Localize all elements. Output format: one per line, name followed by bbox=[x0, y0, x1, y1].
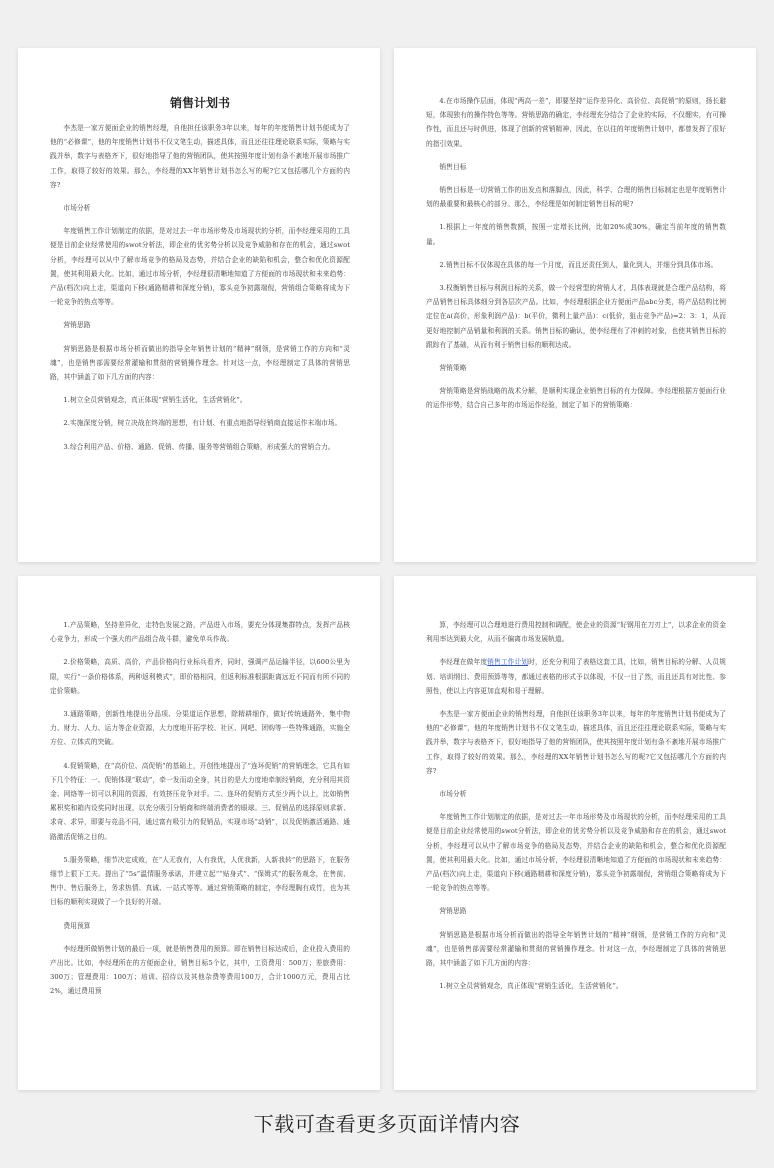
paragraph: 算，李经理可以合理地进行费用控制和调配，使企业的资源“好钢用在刀刃上”，以求企业的资金利用率达到最大化，从而不偏离市场发展轨道。 bbox=[426, 621, 726, 644]
paragraph: 李杰是一家方便面企业的销售经理，自他担任该职务3年以来，每年的年度销售计划书便成为了他的“必修课”，他的年度销售计划书不仅文笔生动，描述具体，而且还往往理论联系实际，策略与实践并举，数字与表格齐下，很好地指导了他的营销团队，使其按照年度计划有条不紊地开展市场推广工作，取得了较好的效果。那么，李经理的XX年销售计划书怎么写的呢?它又包括哪几个方面的内容? bbox=[50, 124, 350, 189]
paragraph: 李杰是一家方便面企业的销售经理，自他担任该职务3年以来，每年的年度销售计划书便成为了他的“必修课”，他的年度销售计划书不仅文笔生动，描述具体，而且还往往理论联系实际，策略与实践并举，数字与表格齐下，很好地指导了他的营销团队，使其按照年度计划有条不紊地开展市场推广工作，取得了较好的效果。那么，李经理的XX年销售计划书怎么写的呢?它又包括哪几个方面的内容? bbox=[426, 710, 726, 775]
list-item: 2.价格策略，高质、高价，产品价格向行业标兵看齐，同时，强调产品运输半径，以600公里为限，实行“一条价格体系，两种返利模式”，即价格相同，但返利标准根据距离远近不同而有所不同的定价策略。 bbox=[50, 658, 350, 695]
download-more-prompt[interactable]: 下载可查看更多页面详情内容 bbox=[253, 1112, 521, 1136]
document-page-4 bbox=[394, 576, 756, 1090]
link-suffix: 时，还充分利用了表格这套工具，比如，销售目标的分解、人员规划、培训纲目、费用预算等等，都通过表格的形式予以体现，不仅一目了然，而且还具有对比性、参照性，使以上内容更加直观和易于理解。 bbox=[426, 658, 726, 695]
document-page-1 bbox=[18, 48, 380, 562]
paragraph: 年度销售工作计划制定的依据，是对过去一年市场形势及市场现状的分析，而李经理采用的工具便是目前企业经常使用的swot分析法，即企业的优劣势分析以及竞争威胁和存在的机会，通过swot分析，李经理可以从中了解市场竞争的格局及态势，并结合企业的缺陷和机会，整合和优化资源配置，使其利用最大化。比如，通过市场分析，李经理很清晰地知道了方便面的市场现状和未来趋势：产品(档次)向上走，渠道向下移(通路精耕和深度分销)，寡头竞争初露端倪，营销组合策略将成为下一轮竞争的热点等等。 bbox=[50, 227, 350, 307]
list-item: 2.销售目标不仅体现在具体的每一个月度，而且还责任到人，量化到人，并细分到具体市场。 bbox=[439, 260, 718, 269]
link-prefix: 李经理在做年度 bbox=[439, 658, 488, 667]
list-item: 1.根据上一年度的销售数额，按照一定增长比例，比如20%或30%，确定当前年度的销售数量。 bbox=[426, 223, 726, 246]
document-page-2 bbox=[394, 48, 756, 562]
list-item: 4.促销策略，在“高价位、高促销”的基础上，开创性地提出了“连环促销”的营销理念，它具有如下几个特征：一、促销体现“联动”，牵一发而动全身，其目的是大力度地牵制经销商，充分利用其资金、网络等一切可以利用的资源，有效挤压竞争对手。二、连环的促销方式至少两个以上，比如销售累积奖和箱内设奖同时出现，以充分吸引分销商和终端消费者的眼球。三、促销品的选择原则求新、求奇、求异，即要与竞品不同，通过富有吸引力的促销品，实现市场“动销”，以及促销激活通路、通路激活促销之目的。 bbox=[50, 761, 350, 841]
list-item: 4.在市场操作层面，体现“两高一差”，即要坚持“运作差异化、高价位、高促销”的原则，扬长避短，体现独有的操作特色等等。营销思路的确定，李经理充分结合了企业的实际，不仅绷实，有可操作性，而且还与时俱进，体现了创新的营销精神，因此，在以往的年度销售计划中，都曾发挥了很好的指引效果。 bbox=[426, 97, 726, 148]
list-item: 1.产品策略，坚持差异化，走特色发展之路，产品进入市场，要充分体现集群特点，发挥产品核心竞争力，形成一个强大的产品组合战斗群，避免单兵作战。 bbox=[50, 621, 350, 644]
paragraph: 营销策略是营销战略的战术分解，是顺利实现企业销售目标的有力保障。李经理根据方便面行业的运作形势，结合自己多年的市场运作经验，制定了如下的营销策略： bbox=[426, 387, 726, 410]
section-heading: 费用预算 bbox=[63, 921, 91, 930]
section-heading: 市场分析 bbox=[63, 204, 91, 213]
list-item: 1.树立全员营销观念，真正体现“营销生活化，生活营销化”。 bbox=[439, 982, 623, 991]
list-item: 2.实施深度分销，树立决战在终端的思想，有计划、有重点地指导经销商直接运作末端市场。 bbox=[63, 419, 342, 428]
paragraph: 年度销售工作计划制定的依据，是对过去一年市场形势及市场现状的分析，而李经理采用的工具便是目前企业经常使用的swot分析法，即企业的优劣势分析以及竞争威胁和存在的机会，通过swot分析，李经理可以从中了解市场竞争的格局及态势，并结合企业的缺陷和机会，整合和优化资源配置，使其利用最大化。比如，通过市场分析，李经理很清晰地知道了方便面的市场现状和未来趋势：产品(档次)向上走，渠道向下移(通路精耕和深度分销)，寡头竞争初露端倪，营销组合策略将成为下一轮竞争的热点等等。 bbox=[426, 813, 726, 893]
sales-plan-link[interactable]: 销售工作计划 bbox=[487, 658, 529, 667]
list-item: 5.服务策略，细节决定成败，在“人无我有，人有我优，人优我新，人新我转”的思路下，在服务细节上狠下工夫。提出了“5s”温情服务承诺，并建立起““贴身式”、“保姆式”的服务观念，在售前、售中、售后服务上，务求热情、真诚、一站式等等。通过营销策略的制定，李经理胸有成竹，也为其目标的顺利实现做了一个良好的开端。 bbox=[50, 855, 350, 907]
document-page-3 bbox=[18, 576, 380, 1090]
paragraph: 销售目标是一切营销工作的出发点和落脚点，因此，科学、合理的销售目标制定也是年度销售计划的最重要和最核心的部分。那么，李经理是如何制定销售目标的呢? bbox=[426, 186, 726, 209]
list-item: 3.权衡销售目标与利润目标的关系，做一个经营型的营销人才，具体表现就是合理产品结构，将产品销售目标具体细分到各层次产品。比如，李经理根据企业方便面产品abc分类，将产品结构比例定位在a(高价，形象利润产品)：b(平价，微利上量产品)：c(低价，狙击竞争产品)=2：3：1，从而更好地控制产品销量和利润的关系。销售目标的确认，使李经理有了冲刺的对象，也使其销售目标的跟踪有了基础，从而有利于销售目标的顺利达成。 bbox=[426, 284, 726, 349]
list-item: 1.树立全员营销观念，真正体现“营销生活化，生活营销化”。 bbox=[63, 396, 247, 405]
section-heading: 销售目标 bbox=[439, 162, 467, 171]
section-heading: 营销策略 bbox=[439, 364, 467, 373]
paragraph: 营销思路是根据市场分析而做出的指导全年销售计划的“精神”纲领，是营销工作的方向和“灵魂”，也是销售部需要经常灌输和贯彻的营销操作理念。针对这一点，李经理制定了具体的营销思路，其中涵盖了如下几方面的内容： bbox=[50, 344, 350, 382]
paragraph: 营销思路是根据市场分析而做出的指导全年销售计划的“精神”纲领，是营销工作的方向和“灵魂”，也是销售部需要经常灌输和贯彻的营销操作理念。针对这一点，李经理制定了具体的营销思路，其中涵盖了如下几方面的内容： bbox=[426, 930, 726, 968]
paragraph: 李经理所做销售计划的最后一项，就是销售费用的预算。即在销售目标达成后，企业投入费用的产出比。比如，李经理所在的方便面企业，销售目标5个亿，其中，工资费用：500万；差旅费用：300万；管理费用：100万；培训、招待以及其他杂费等费用100万，合计1000万元，费用占比2%，通过费用预 bbox=[50, 944, 350, 996]
paragraph-with-link bbox=[426, 655, 726, 698]
section-heading: 市场分析 bbox=[439, 790, 467, 799]
list-item: 3.通路策略，创新性地提出分品项、分渠道运作思想，除精耕细作，做好传统通路外，集中物力、财力、人力、运力等企业资源，大力度地开拓学校、社区、网吧、团购等一些特殊通路，实施全方位、立体式的突破。 bbox=[50, 710, 350, 747]
document-title: 销售计划书 bbox=[169, 96, 230, 110]
section-heading: 营销思路 bbox=[63, 321, 91, 330]
section-heading: 营销思路 bbox=[439, 907, 467, 916]
list-item: 3.综合利用产品、价格、通路、促销、传播、服务等营销组合策略，形成强大的营销合力。 bbox=[63, 442, 335, 451]
